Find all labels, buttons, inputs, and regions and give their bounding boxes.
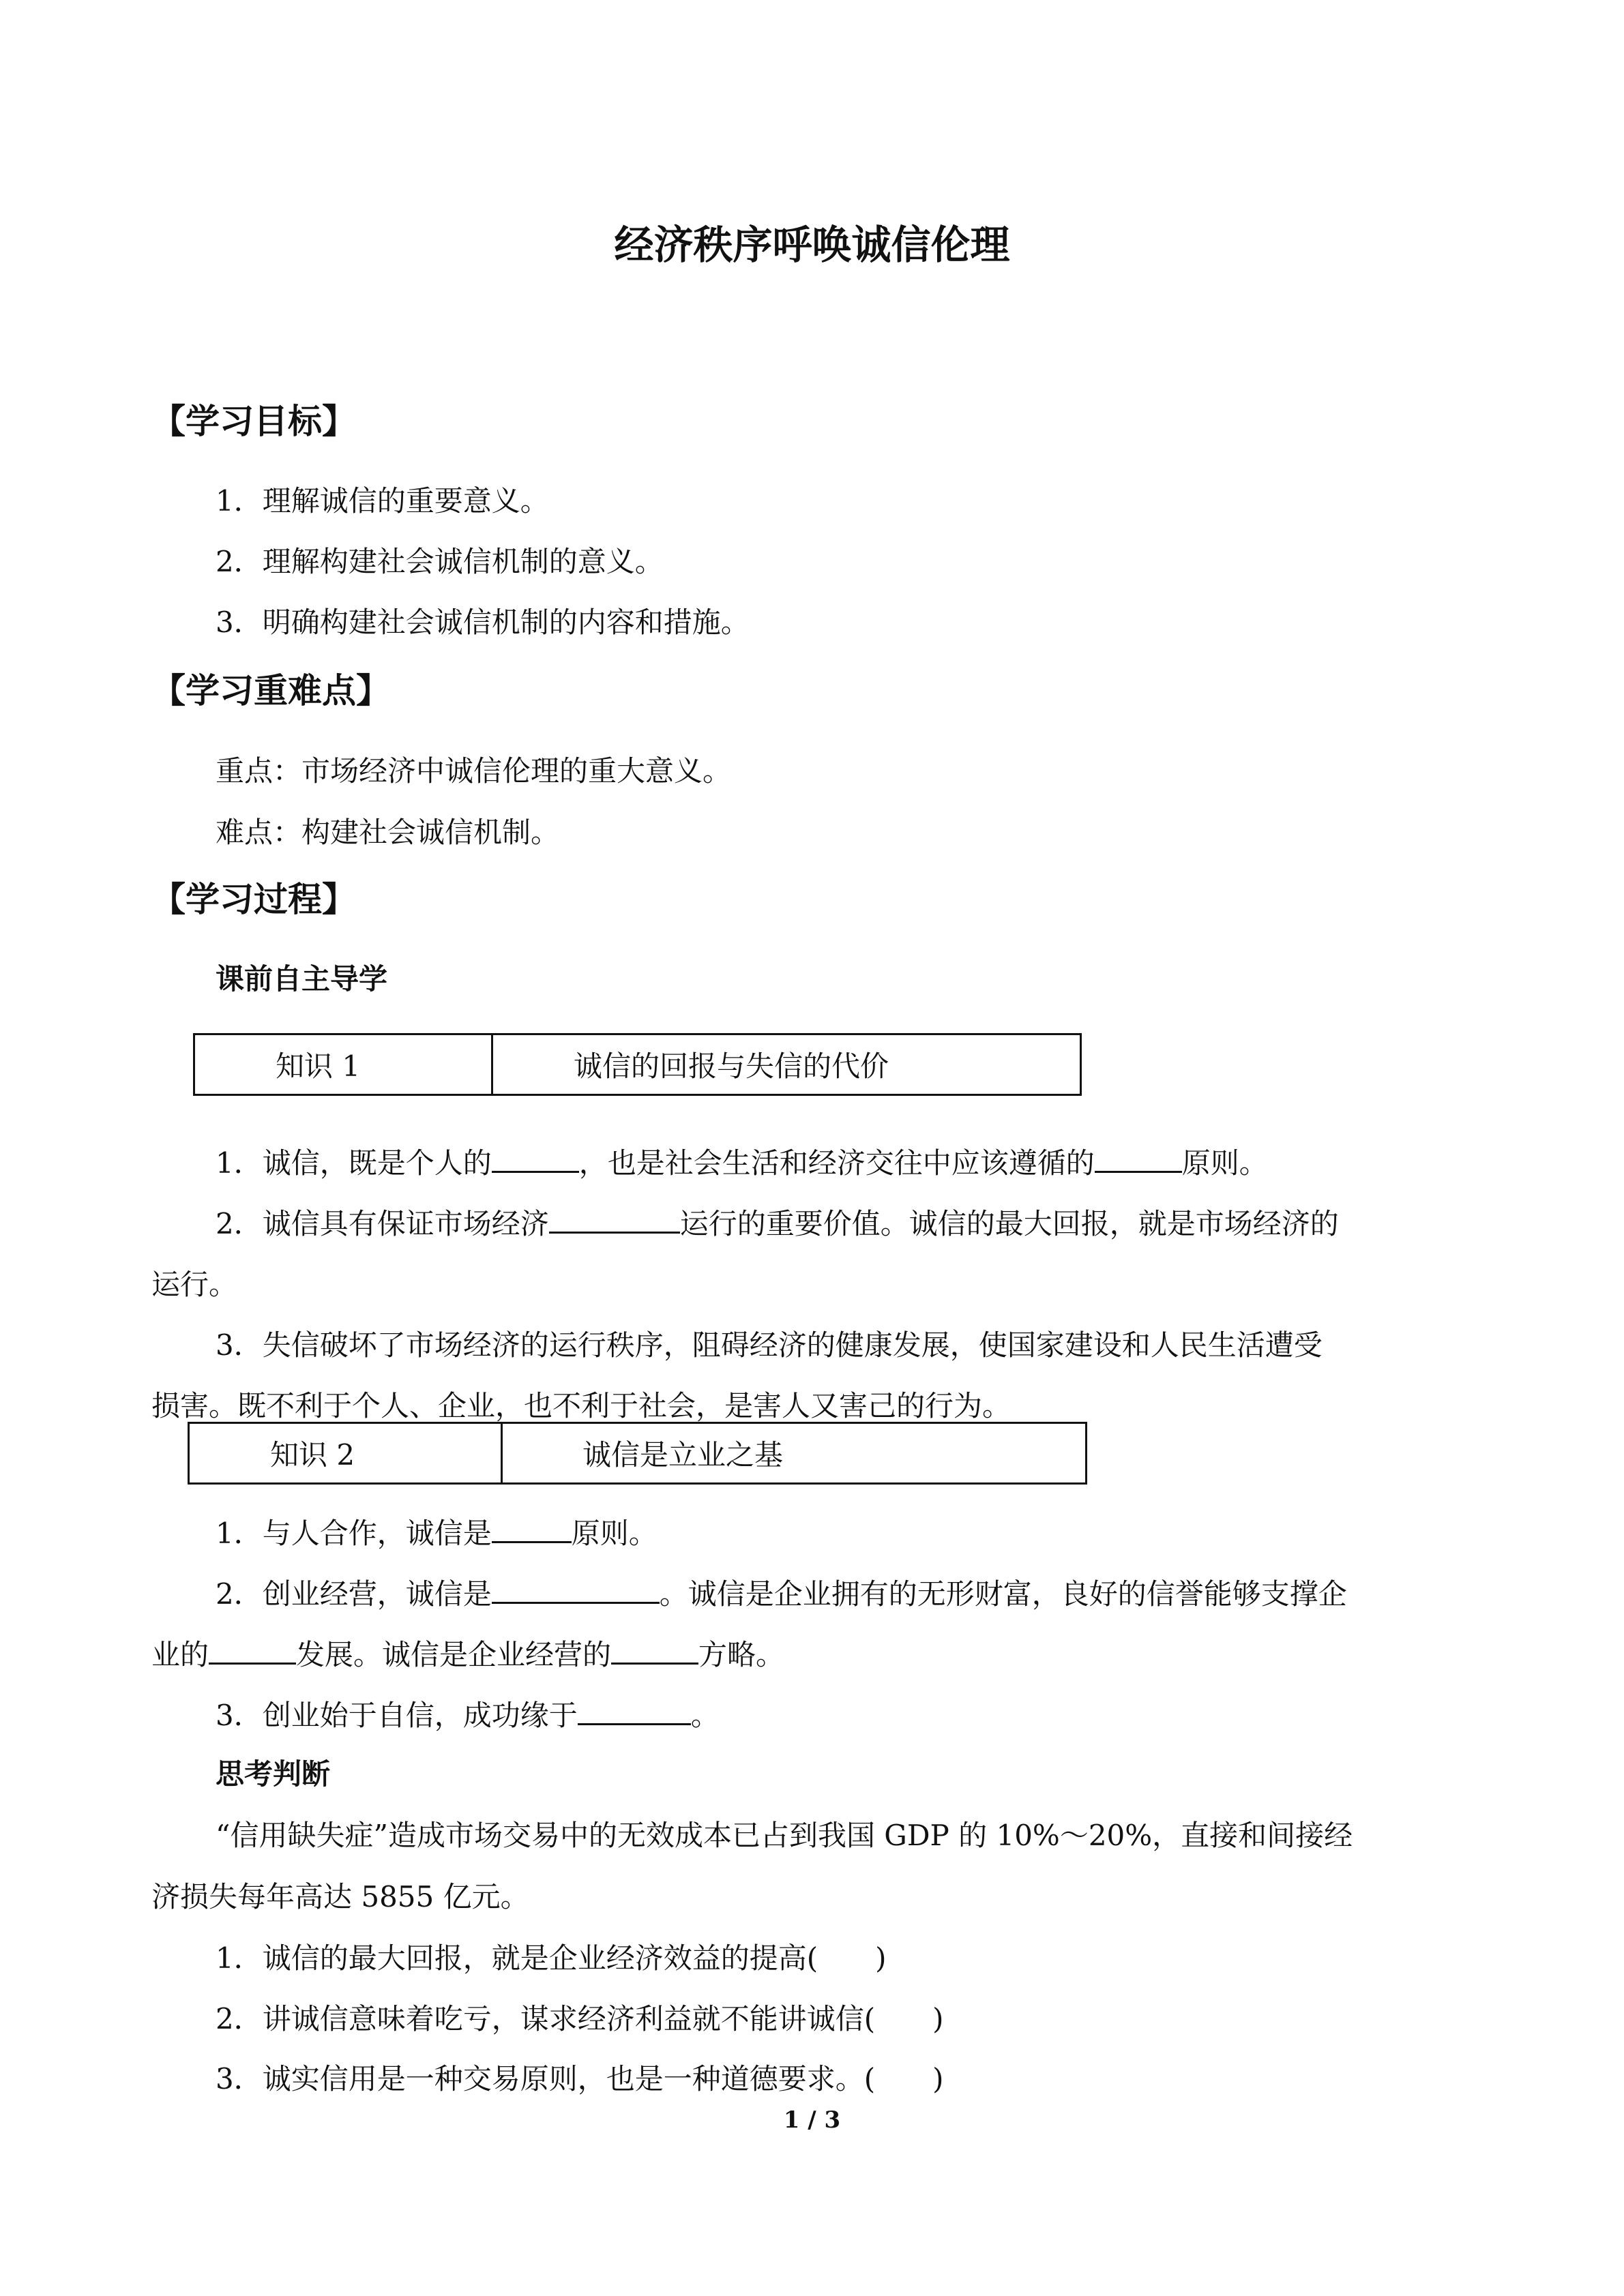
keypoint-item: 重点：市场经济中诚信伦理的重大意义。 xyxy=(216,754,732,788)
knowledge-1-topic: 诚信的回报与失信的代价 xyxy=(574,1049,889,1083)
fill-blank[interactable] xyxy=(1095,1142,1182,1173)
goal-item: 3．明确构建社会诚信机制的内容和措施。 xyxy=(216,606,750,639)
heading-learning-goals: 【学习目标】 xyxy=(151,402,356,441)
knowledge-1-question-2: 2．诚信具有保证市场经济 运行的重要价值。诚信的最大回报，就是市场经济的 xyxy=(216,1202,1339,1242)
knowledge-1-table xyxy=(193,1033,1082,1096)
judgment-item: 2．讲诚信意味着吃亏，谋求经济利益就不能讲诚信( ) xyxy=(216,2002,944,2036)
thinking-paragraph: “信用缺失症”造成市场交易中的无效成本已占到我国 GDP 的 10%～20%，直接和间接经 xyxy=(216,1819,1353,1852)
keypoint-item: 难点：构建社会诚信机制。 xyxy=(216,816,560,849)
knowledge-2-question-1: 1．与人合作，诚信是 原则。 xyxy=(216,1511,658,1552)
fill-blank[interactable] xyxy=(492,1142,579,1173)
knowledge-2-question-2: 2．创业经营，诚信是 。诚信是企业拥有的无形财富，良好的信誉能够支撑企 xyxy=(216,1572,1347,1613)
document-title: 经济秩序呼唤诚信伦理 xyxy=(614,222,1010,268)
fill-blank[interactable] xyxy=(209,1634,296,1665)
knowledge-2-question-2-cont: 业的 发展。诚信是企业经营的 方略。 xyxy=(151,1632,784,1673)
knowledge-1-question-2-cont: 运行。 xyxy=(151,1268,238,1301)
goal-item: 2．理解构建社会诚信机制的意义。 xyxy=(216,545,664,578)
knowledge-1-question-3: 3．失信破坏了市场经济的运行秩序，阻碍经济的健康发展，使国家建设和人民生活遭受 xyxy=(216,1328,1323,1362)
knowledge-1-question-3-cont: 损害。既不利于个人、企业，也不利于社会，是害人又害己的行为。 xyxy=(151,1389,1012,1422)
goal-item: 1．理解诚信的重要意义。 xyxy=(216,484,549,518)
judgment-item: 1．诚信的最大回报，就是企业经济效益的提高( ) xyxy=(216,1941,887,1975)
knowledge-1-question-1: 1．诚信，既是个人的 ，也是社会生活和经济交往中应该遵循的 原则。 xyxy=(216,1141,1268,1182)
knowledge-1-label: 知识 1 xyxy=(276,1049,361,1083)
fill-blank[interactable] xyxy=(611,1634,698,1665)
fill-blank[interactable] xyxy=(492,1512,572,1543)
knowledge-2-label: 知识 2 xyxy=(270,1438,355,1472)
thinking-paragraph-cont: 济损失每年高达 5855 亿元。 xyxy=(151,1880,529,1913)
knowledge-2-label-cell xyxy=(190,1424,503,1482)
page-number: 1 / 3 xyxy=(783,2106,841,2134)
heading-key-difficult-points: 【学习重难点】 xyxy=(151,671,390,711)
knowledge-2-question-3: 3．创业始于自信，成功缘于 。 xyxy=(216,1693,720,1734)
fill-blank[interactable] xyxy=(578,1695,691,1725)
knowledge-2-table xyxy=(188,1422,1087,1485)
knowledge-1-label-cell xyxy=(195,1035,493,1094)
heading-learning-process: 【学习过程】 xyxy=(151,880,356,919)
judgment-item: 3．诚实信用是一种交易原则，也是一种道德要求。( ) xyxy=(216,2062,944,2096)
subheading-preclass-study: 课前自主导学 xyxy=(216,962,388,996)
knowledge-2-topic: 诚信是立业之基 xyxy=(582,1438,784,1472)
fill-blank[interactable] xyxy=(492,1573,660,1604)
fill-blank[interactable] xyxy=(549,1203,680,1234)
subheading-thinking-judgment: 思考判断 xyxy=(216,1757,331,1791)
